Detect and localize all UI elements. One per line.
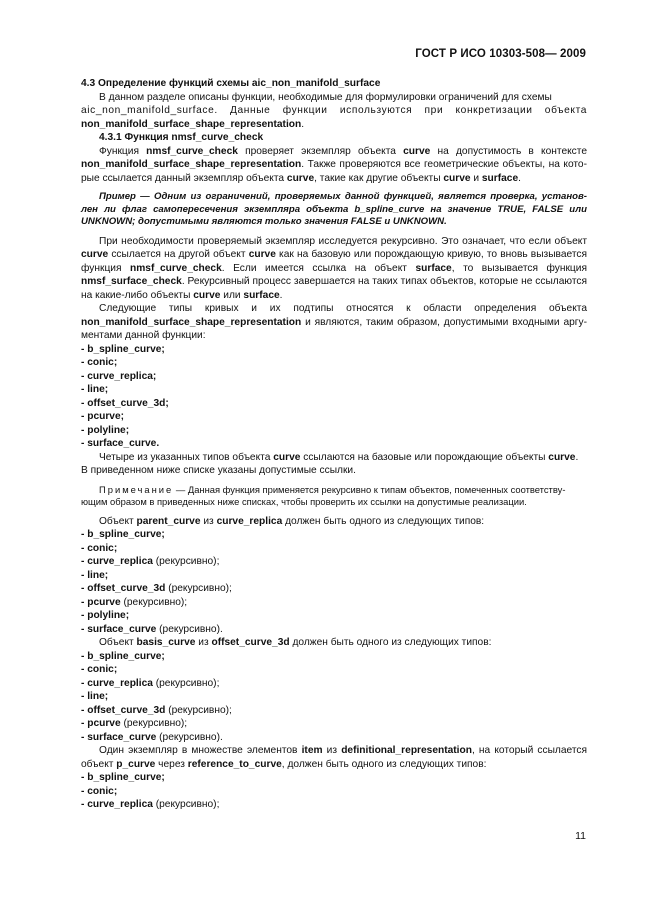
schema-name: aic_non_manifold_surface. bbox=[81, 105, 218, 116]
list-item: - surface_curve. bbox=[81, 438, 160, 449]
recursion-paragraph-line: При необходимости проверяемый экземпляр исследуется рекурсивно. Это означает, что если объект bbox=[99, 235, 587, 247]
recursion-paragraph-line: функция nmsf_curve_check. Если имеется ссылка на объект surface, то вызывается функция bbox=[81, 262, 587, 274]
document-code-header: ГОСТ Р ИСО 10303-508— 2009 bbox=[415, 48, 586, 60]
allowed-types-line: ментами данной функции: bbox=[81, 330, 206, 341]
section-intro-line: aic_non_manifold_surface. Данные функции используются при конкретизации объекта bbox=[81, 105, 587, 116]
function-description-line: рые ссылается данный экземпляр объекта curve, такие как другие объекты curve и surface. bbox=[81, 172, 521, 184]
list-item: - line; bbox=[81, 691, 109, 702]
list-item: - curve_replica (рекурсивно); bbox=[81, 677, 220, 689]
list-item: - line; bbox=[81, 384, 109, 395]
list-item: - b_spline_curve; bbox=[81, 343, 165, 355]
list-item: - offset_curve_3d; bbox=[81, 397, 169, 409]
list-item: - line; bbox=[81, 569, 109, 581]
recursion-paragraph-line: на какие-либо объекты curve или surface. bbox=[81, 289, 283, 301]
function-description-line: non_manifold_surface_shape_representation. Также проверяются все геометрические объекты, на кото- bbox=[81, 159, 587, 170]
four-types-line: В приведенном ниже списке указаны допустимые ссылки. bbox=[81, 465, 356, 476]
list-item: - pcurve (рекурсивно); bbox=[81, 718, 188, 729]
function-description-line: Функция nmsf_curve_check проверяет экземпляр объекта curve на допустимость в контексте bbox=[99, 145, 587, 157]
list-item: - surface_curve (рекурсивно). bbox=[81, 623, 223, 635]
list-item: - curve_replica (рекурсивно); bbox=[81, 799, 220, 810]
list-item: - conic; bbox=[81, 785, 118, 797]
list-item: - offset_curve_3d (рекурсивно); bbox=[81, 583, 232, 594]
list-a-intro: Объект parent_curve из curve_replica должен быть одного из следующих типов: bbox=[99, 515, 485, 527]
list-item: - curve_replica; bbox=[81, 370, 157, 382]
list-item: - polyline; bbox=[81, 424, 130, 436]
list-item: - conic; bbox=[81, 664, 118, 675]
recursion-paragraph-line: nmsf_surface_check. Рекурсивный процесс завершается на таких типах объектов, которые не ссылаются bbox=[81, 276, 587, 287]
list-item: - conic; bbox=[81, 542, 118, 554]
list-item: - pcurve (рекурсивно); bbox=[81, 596, 188, 608]
four-types-line: Четыре из указанных типов объекта curve ссылаются на базовые или порождающие объекты curve. bbox=[99, 451, 579, 463]
list-item: - polyline; bbox=[81, 610, 130, 621]
list-item: - offset_curve_3d (рекурсивно); bbox=[81, 704, 232, 716]
list-item: - b_spline_curve; bbox=[81, 650, 165, 662]
list-item: - surface_curve (рекурсивно). bbox=[81, 731, 223, 743]
list-item: - curve_replica (рекурсивно); bbox=[81, 556, 220, 567]
list-item: - conic; bbox=[81, 357, 118, 368]
section-intro-line: non_manifold_surface_shape_representation. bbox=[81, 118, 305, 130]
list-c-intro: Один экземпляр в множестве элементов item из definitional_representation, на который ссылается bbox=[99, 745, 587, 756]
list-c-intro: объект p_curve через reference_to_curve, должен быть одного из следующих типов: bbox=[81, 758, 487, 770]
list-item: - b_spline_curve; bbox=[81, 772, 165, 783]
note-label: Примечание bbox=[99, 483, 174, 495]
note-paragraph: Примечание — Данная функция применяется рекурсивно к типам объектов, помеченных соответству- ющим образом в приведенных ниже списках, чтобы проверить их ссылки на допустимые реализации. bbox=[81, 483, 566, 507]
section-intro-line: В данном разделе описаны функции, необходимые для формулировки ограничений для схемы bbox=[99, 91, 552, 103]
allowed-types-line: Следующие типы кривых и их подтипы относятся к области определения объекта bbox=[99, 303, 587, 314]
list-b-intro: Объект basis_curve из offset_curve_3d должен быть одного из следующих типов: bbox=[99, 637, 492, 648]
example-paragraph: Пример — Одним из ограничений, проверяемых данной функцией, является проверка, установ-лен ли флаг самопересечения экземпляра объекта b_spline_curve на значение TRUE, FALSE или UNKNOWN; допустимыми являются только значения FALSE и UNKNOWN. bbox=[81, 191, 587, 227]
page-content bbox=[81, 77, 587, 812]
section-heading: 4.3 Определение функций схемы aic_non_manifold_surface bbox=[81, 78, 381, 89]
page-number: 11 bbox=[575, 830, 586, 842]
subsection-heading: 4.3.1 Функция nmsf_curve_check bbox=[99, 132, 264, 143]
allowed-types-line: non_manifold_surface_shape_representation и являются, таким образом, допустимыми входными аргу- bbox=[81, 316, 587, 328]
list-item: - b_spline_curve; bbox=[81, 529, 165, 540]
recursion-paragraph-line: curve ссылается на другой объект curve как на базовую или порождающую кривую, то вновь вызывается bbox=[81, 249, 587, 260]
list-item: - pcurve; bbox=[81, 411, 125, 422]
